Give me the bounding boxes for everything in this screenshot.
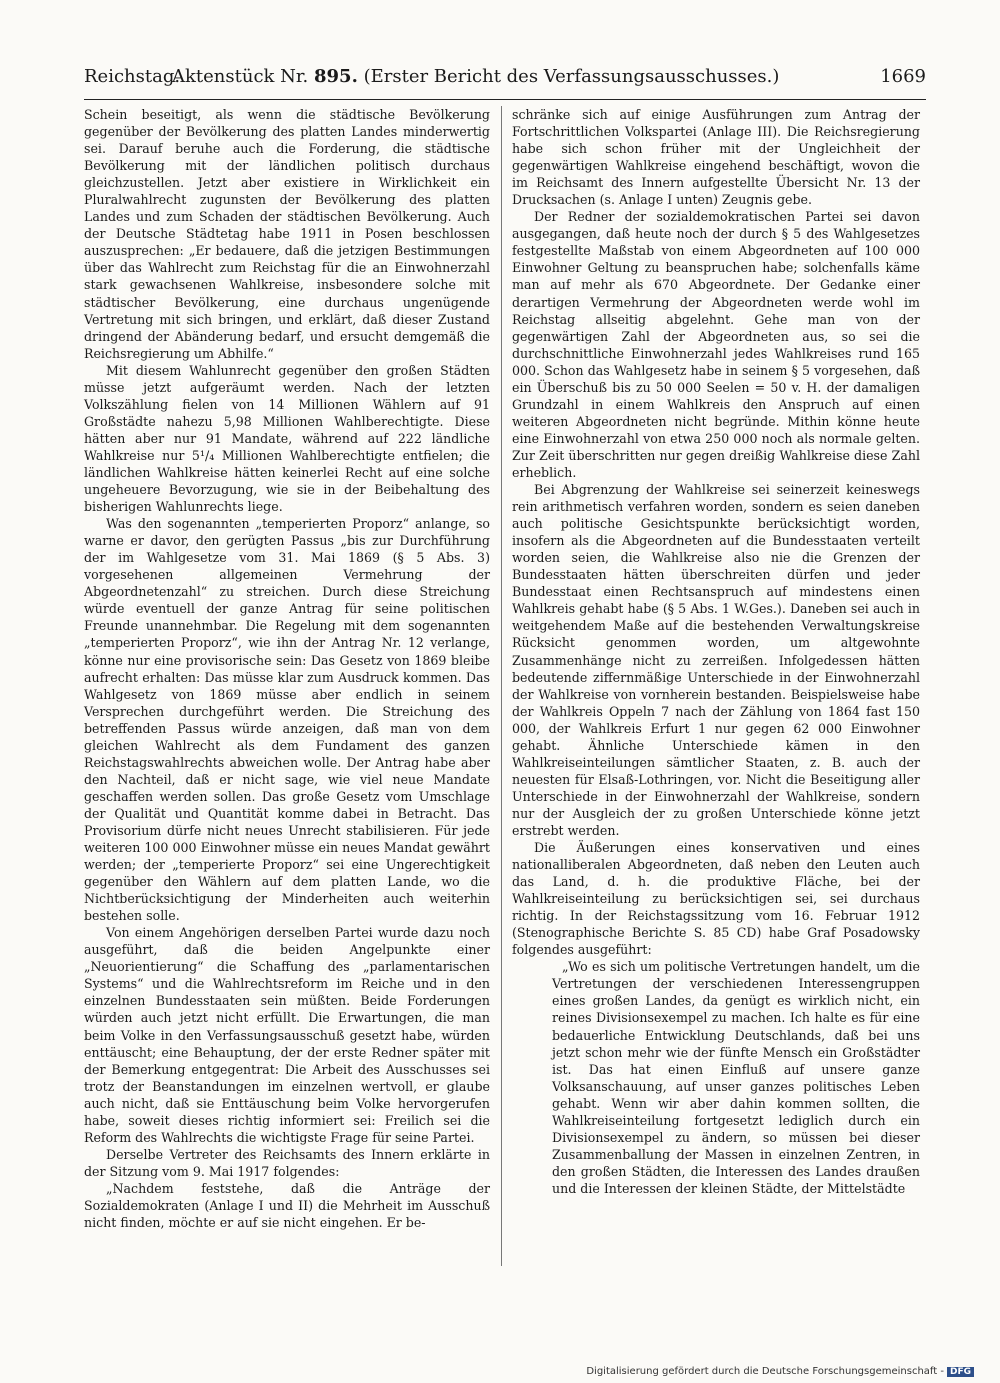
right-column xyxy=(512,106,920,1197)
paragraph: Von einem Angehörigen derselben Partei wurde dazu noch ausgeführt, daß die beiden Angelpunkte einer „Neuorientierung“ die Schaffung des „parlamentarischen Systems“ und die Wahlrechtsreform im Reiche und in den einzelnen Bundesstaaten sein müßten. Beide Forderungen würden auch jetzt nicht erfüllt. Die Erwartungen, die man beim Volke in den Verfassungsausschuß gesetzt habe, würden enttäuscht; eine Behauptung, der der erste Redner später mit der Bemerkung entgegentrat: Die Arbeit des Ausschusses sei trotz der Beanstandungen im einzelnen wertvoll, er glaube auch nicht, daß sie Enttäuschung beim Volke hervorgerufen habe, soweit dieses richtig informiert sei: Freilich sei die Reform des Wahlrechts die wichtigste Frage für seine Partei. xyxy=(84,925,490,1145)
header-reichstag: Reichstag. xyxy=(84,66,181,87)
header-doc-prefix: Aktenstück Nr. xyxy=(172,66,309,87)
paragraph: schränke sich auf einige Ausführungen zum Antrag der Fortschrittlichen Volkspartei (Anlage III). Die Reichsregierung habe sich schon früher mit der Ungleichheit der gegenwärtigen Wahlkreise eingehend beschäftigt, wovon die im Reichsamt des Innern aufgestellte Übersicht Nr. 13 der Drucksachen (s. Anlage I unten) Zeugnis gebe. xyxy=(512,107,920,208)
quote-paragraph: „Wo es sich um politische Vertretungen handelt, um die Vertretungen der verschiedenen Interessengruppen eines großen Landes, da genügt es wirklich nicht, ein reines Divisionsexempel zu machen. Ich halte es für eine bedauerliche Entwicklung Deutschlands, daß bei uns jetzt schon mehr wie der fünfte Mensch ein Großstädter ist. Das hat einen Einfluß auf unsere ganze Volksanschauung, auf unser ganzes politisches Leben gehabt. Wenn wir aber dahin kommen sollten, die Wahlkreiseinteilung fortgesetzt lediglich durch ein Divisionsexempel zu ändern, so müssen bei dieser Zusammenballung der Massen in einzelnen Zentren, in den großen Städten, die Interessen des Landes draußen und die Interessen der kleinen Städte, der Mittelstädte xyxy=(552,959,920,1196)
footer-text: Digitalisierung gefördert durch die Deutsche Forschungsgemeinschaft - xyxy=(586,1366,944,1377)
block-quote xyxy=(512,958,920,1197)
page-header xyxy=(84,66,926,96)
paragraph: Derselbe Vertreter des Reichsamts des Innern erklärte in der Sitzung vom 9. Mai 1917 folgendes: xyxy=(84,1146,490,1179)
left-column xyxy=(84,106,490,1231)
dfg-logo-icon: DFG xyxy=(947,1367,974,1377)
paragraph: Schein beseitigt, als wenn die städtische Bevölkerung gegenüber der Bevölkerung des platten Landes minderwertig sei. Darauf beruhe auch die Forderung, die städtische Bevölkerung mit der ländlichen politisch durchaus gleichzustellen. Jetzt aber existiere in Wirklichkeit ein Pluralwahlrecht zugunsten der Bevölkerung des platten Landes und zum Schaden der städtischen Bevölkerung. Auch der Deutsche Städtetag habe 1911 in Posen beschlossen auszusprechen: „Er bedauere, daß die jetzigen Bestimmungen über das Wahlrecht zum Reichstag für die an Einwohnerzahl stark gewachsenen Wahlkreise, insbesondere solche mit städtischer Bevölkerung, eine durchaus ungenügende Vertretung mit sich bringen, und erklärt, daß dieser Zustand dringend der Abänderung bedarf, und ersucht demgemäß die Reichsregierung um Abhilfe.“ xyxy=(84,107,490,361)
paragraph: Der Redner der sozialdemokratischen Partei sei davon ausgegangen, daß heute noch der durch § 5 des Wahlgesetzes festgestellte Maßstab von einem Abgeordneten auf 100 000 Einwohner Geltung zu beanspruchen habe; solchenfalls käme man auf mehr als 670 Abgeordnete. Der Gedanke einer derartigen Vermehrung der Abgeordneten werde wohl im Reichstag allseitig abgelehnt. Gehe man von der gegenwärtigen Zahl der Abgeordneten aus, so sei die durchschnittliche Einwohnerzahl jedes Wahlkreises rund 165 000. Schon das Wahlgesetz habe in seinem § 5 vorgesehen, daß ein Überschuß bis zu 50 000 Seelen = 50 v. H. der damaligen Grundzahl in einem Wahlkreis den Anspruch auf einen weiteren Abgeordneten nicht begründe. Mithin könne heute eine Einwohnerzahl von etwa 250 000 noch als normale gelten. Zur Zeit überschritten nur gegen dreißig Wahlkreise diese Zahl erheblich. xyxy=(512,209,920,480)
paragraph: Bei Abgrenzung der Wahlkreise sei seinerzeit keineswegs rein arithmetisch verfahren worden, sondern es seien daneben auch politische Gesichtspunkte berücksichtigt worden, insofern als die Abgeordneten auf die Bundesstaaten verteilt worden seien, die Wahlkreise also nie die Grenzen der Bundesstaaten hätten überschreiten dürfen und jeder Bundesstaat einen Rechtsanspruch auf mindestens einen Wahlkreis gehabt habe (§ 5 Abs. 1 W.Ges.). Daneben sei auch in weitgehendem Maße auf die bestehenden Verwaltungskreise Rücksicht genommen worden, um altgewohnte Zusammenhänge nicht zu zerreißen. Infolgedessen hätten bedeutende ziffernmäßige Unterschiede in der Einwohnerzahl der Wahlkreise von vornherein bestanden. Beispielsweise habe der Wahlkreis Oppeln 7 nach der Zählung von 1864 fast 150 000, der Wahlkreis Erfurt 1 nur gegen 62 000 Einwohner gehabt. Ähnliche Unterschiede kämen in den Wahlkreiseinteilungen sämtlicher Staaten, z. B. auch der neuesten für Elsaß-Lothringen, vor. Nicht die Beseitigung aller Unterschiede in der Einwohnerzahl der Wahlkreise, sondern nur der Ausgleich der zu großen Unterschiede könne jetzt erstrebt werden. xyxy=(512,482,920,838)
footer-credit xyxy=(586,1366,974,1377)
page-number: 1669 xyxy=(880,66,926,87)
paragraph: Was den sogenannten „temperierten Proporz“ anlange, so warne er davor, den gerügten Passus „bis zur Durchführung der im Wahlgesetze vom 31. Mai 1869 (§ 5 Abs. 3) vorgesehenen allgemeinen Vermehrung der Abgeordnetenzahl“ zu streichen. Durch diese Streichung würde eventuell der ganze Antrag für seine politischen Freunde unannehmbar. Die Regelung mit dem sogenannten „temperierten Proporz“, wie ihn der Antrag Nr. 12 verlange, könne nur eine provisorische sein: Das Gesetz von 1869 bleibe aufrecht erhalten: Das müsse klar zum Ausdruck kommen. Das Wahlgesetz von 1869 müsse aber endlich in seinem Versprechen durchgeführt werden. Die Streichung des betreffenden Passus würde anzeigen, daß man von dem gleichen Wahlrecht als dem Fundament des ganzen Reichstagswahlrechts abweichen wolle. Der Antrag habe aber den Nachteil, daß er nicht sage, wie viel neue Mandate geschaffen werden sollen. Das große Gesetz vom Umschlage der Qualität und Quantität komme dabei in Betracht. Das Provisorium dürfe nicht neues Unrecht stabilisieren. Für jede weiteren 100 000 Einwohner müsse ein neues Mandat gewährt werden; der „temperierte Proporz“ sei eine Ungerechtigkeit gegenüber den Wählern auf dem platten Lande, wo die Nichtberücksichtigung der Minderheiten auch weiterhin bestehen solle. xyxy=(84,516,490,924)
paragraph: Mit diesem Wahlunrecht gegenüber den großen Städten müsse jetzt aufgeräumt werden. Nach der letzten Volkszählung fielen von 14 Millionen Wählern auf 91 Großstädte nahezu 5,98 Millionen Wahlberechtigte. Diese hätten aber nur 91 Mandate, während auf 222 ländliche Wahlkreise nur 5¹/₄ Millionen Wahlberechtigte entfielen; die ländlichen Wahlkreise hätten keinerlei Recht auf eine solche ungeheuere Bevorzugung, wie sie in der Beibehaltung des bisherigen Wahlunrechts liege. xyxy=(84,362,490,515)
header-rule xyxy=(84,99,926,100)
quote-paragraph: „Nachdem feststehe, daß die Anträge der Sozialdemokraten (Anlage I und II) die Mehrheit im Ausschuß nicht finden, möchte er auf sie nicht eingehen. Er be- xyxy=(84,1180,490,1231)
header-subtitle: (Erster Bericht des Verfassungsausschusses.) xyxy=(363,66,780,87)
header-doc-number: 895. xyxy=(314,66,358,87)
column-divider xyxy=(501,106,502,1266)
paragraph: Die Äußerungen eines konservativen und eines nationalliberalen Abgeordneten, daß neben den Leuten auch das Land, d. h. die produktive Fläche, bei der Wahlkreiseinteilung zu berücksichtigen sei, sei durchaus richtig. In der Reichstagssitzung vom 16. Februar 1912 (Stenographische Berichte S. 85 CD) habe Graf Posadowsky folgendes ausgeführt: xyxy=(512,840,920,958)
header-document-title xyxy=(172,66,779,87)
